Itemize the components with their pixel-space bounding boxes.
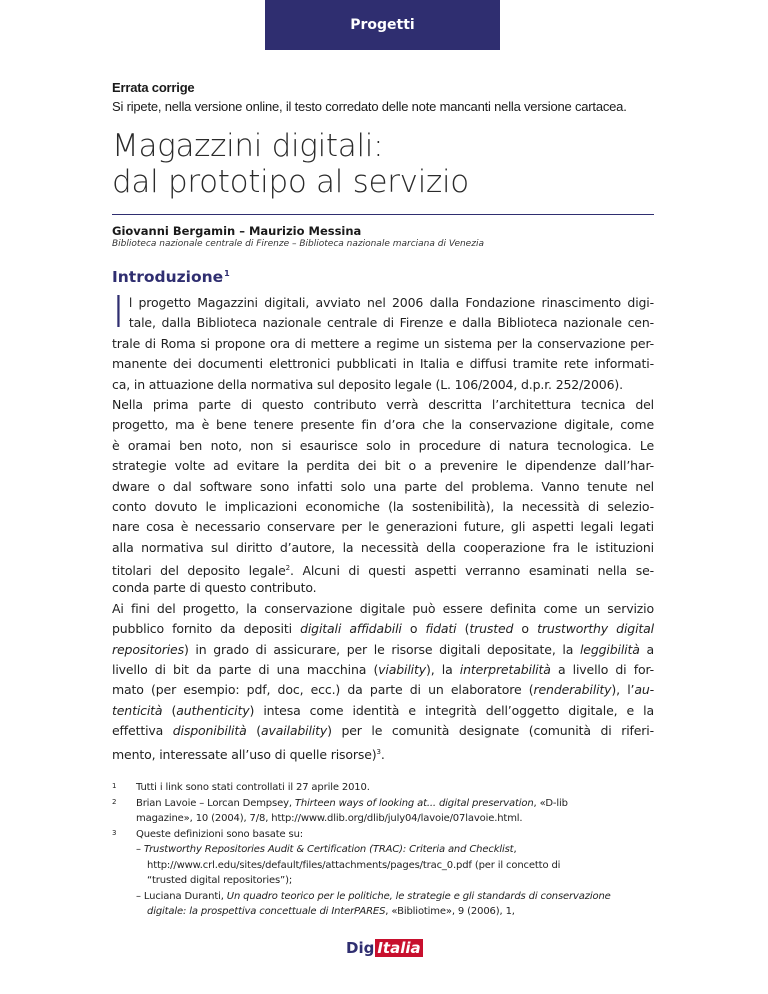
text-run: , «D-lib — [533, 797, 568, 809]
text-run: ), l’ — [611, 682, 635, 698]
body-line: manente dei documenti elettronici pubblicati in Italia e diffusi tramite rete informati- — [112, 356, 654, 372]
title-divider — [112, 214, 654, 215]
section-heading — [112, 268, 230, 286]
title-line-2: dal prototipo al servizio — [112, 164, 469, 200]
errata-text: Si ripete, nella versione online, il testo corredato delle note mancanti nella versione cartacea. — [112, 99, 627, 114]
text-run: , — [513, 844, 517, 855]
body-line: è oramai ben noto, non si esaurisce solo in procedure di natura tecnologica. Le — [112, 437, 654, 453]
footnote-line: “trusted digital repositories”); — [147, 875, 293, 886]
section-tab: Progetti — [265, 0, 500, 50]
text-run: Luciana Duranti, — [143, 890, 227, 902]
italic-run: repositories — [112, 641, 184, 657]
paragraph-3 — [112, 599, 654, 762]
italic-run: trustworthy digital — [537, 621, 654, 637]
text-run: ) intesa come identità e integrità dell’oggetto digitale, e la — [249, 702, 654, 718]
logo-part-1: Dig — [346, 939, 375, 957]
digitalia-logo — [346, 938, 422, 958]
text-run: Brian Lavoie – Lorcan Dempsey, — [136, 797, 295, 809]
italic-run: fidati — [425, 621, 457, 637]
text-run: pubblico fornito da depositi — [112, 621, 301, 637]
text-run: o — [401, 621, 426, 637]
text-run: effettiva — [112, 723, 173, 739]
italic-run: Thirteen ways of looking at... digital preservation — [294, 797, 534, 809]
list-dash: – — [136, 890, 144, 902]
italic-run: renderability — [533, 682, 612, 698]
title-line-1: Magazzini digitali: — [112, 128, 384, 164]
article-title — [112, 128, 672, 200]
errata-box — [112, 80, 672, 114]
errata-title: Errata corrige — [112, 80, 195, 95]
text-run: o — [513, 621, 538, 637]
footnote-3 — [112, 827, 660, 920]
italic-run: trusted — [469, 621, 514, 637]
footnote-line — [136, 796, 660, 812]
footnote-text: Tutti i link sono stati controllati il 27 aprile 2010. — [136, 782, 370, 793]
body-line — [112, 558, 654, 578]
text-run: ( — [162, 702, 177, 718]
text-run: ), la — [426, 662, 460, 678]
italic-run: Un quadro teorico per le politiche, le strategie e gli standards di conservazione — [226, 890, 611, 902]
body-line — [112, 742, 654, 762]
body-line: alla normativa sul diritto d’autore, la necessità della cooperazione fra le istituzioni — [112, 539, 654, 555]
body-line: Nella prima parte di questo contributo verrà descritta l’architettura tecnica del — [112, 396, 654, 412]
italic-run: leggibilità — [579, 641, 640, 657]
affiliation: Biblioteca nazionale centrale di Firenze – Biblioteca nazionale marciana di Venezia — [112, 239, 484, 249]
text-run: ( — [246, 723, 261, 739]
footnote-1 — [112, 780, 660, 796]
italic-run: authenticity — [176, 702, 250, 718]
body-line: strategie volte ad evitare la perdita dei bit o a prevenire le dipendenze dall’har- — [112, 458, 654, 474]
footnotes — [112, 780, 660, 920]
body-line: progetto, ma è bene tenere presente fin d’ora che la conservazione digitale, come — [112, 417, 654, 433]
body-line: nare cosa è necessario conservare per le generazioni future, gli aspetti legali legati — [112, 519, 654, 535]
footnote-2 — [112, 796, 660, 827]
text-run: ( — [456, 621, 470, 637]
body-line — [112, 680, 654, 700]
italic-run: availability — [260, 723, 328, 739]
footnote-line[interactable]: http://www.crl.edu/sites/default/files/attachments/pages/trac_0.pdf (per il concetto di — [147, 859, 561, 871]
body-line: trale di Roma si propone ora di mettere a regime un sistema per la conservazione per- — [112, 335, 654, 351]
authors: Giovanni Bergamin – Maurizio Messina — [112, 224, 362, 238]
body-line: l progetto Magazzini digitali, avviato nel 2006 dalla Fondazione rinascimento digi- — [128, 295, 654, 310]
drop-cap: I — [112, 287, 125, 338]
italic-run: digitale: la prospettiva concettuale di InterPARES — [147, 906, 386, 917]
text-run: ) per le comunità designate (comunità di riferi- — [327, 723, 654, 739]
text-run: titolari del deposito legale — [112, 563, 286, 579]
body-line — [112, 640, 654, 660]
italic-run: au- — [634, 682, 654, 698]
body-line — [112, 660, 654, 680]
footnote-ref-1[interactable]: 1 — [224, 268, 230, 278]
footnote-number: 1 — [112, 782, 117, 790]
body-line — [112, 701, 654, 721]
section-heading-text: Introduzione — [112, 268, 224, 286]
italic-run: interpretabilità — [459, 662, 551, 678]
italic-run: viability — [378, 662, 427, 678]
italic-run: Trustworthy Repositories Audit & Certification (TRAC): Criteria and Checklist — [143, 844, 514, 855]
footnote-line — [136, 842, 660, 858]
text-run: . Alcuni di questi aspetti verranno esaminati nella se- — [289, 563, 654, 579]
text-run: a livello di for- — [550, 662, 654, 678]
italic-run: digitali affidabili — [300, 621, 402, 637]
paragraph-1 — [112, 287, 654, 395]
logo-part-2: Italia — [377, 939, 421, 957]
text-run: a — [639, 641, 654, 657]
body-line: conda parte di questo contributo. — [112, 580, 317, 596]
italic-run: disponibilità — [172, 723, 247, 739]
list-dash: – — [136, 844, 144, 855]
body-line: conto dovuto le implicazioni economiche (la sostenibilità), la necessità di selezio- — [112, 498, 654, 514]
text-run: ) in grado di assicurare, per le risorse digitali depositate, la — [183, 641, 580, 657]
text-run: livello di bit da parte di una macchina ( — [112, 662, 379, 678]
article-body — [112, 287, 654, 762]
footnote-line[interactable]: magazine», 10 (2004), 7/8, http://www.dlib.org/dlib/july04/lavoie/07lavoie.html. — [136, 813, 523, 824]
footnote-ref-2[interactable]: 2 — [285, 564, 290, 573]
body-line: dware o dal software sono infatti solo una parte del problema. Vanno tenute nel — [112, 478, 654, 494]
footnote-line: Queste definizioni sono basate su: — [136, 828, 304, 840]
body-line — [112, 619, 654, 639]
paragraph-2 — [112, 395, 654, 599]
body-line: tale, dalla Biblioteca nazionale centrale di Firenze e dalla Biblioteca nazionale cen- — [128, 315, 654, 331]
footnote-number: 2 — [112, 797, 117, 806]
body-line — [112, 721, 654, 741]
footnote-line — [136, 889, 660, 905]
text-run: mato (per esempio: pdf, doc, ecc.) da parte di un elaboratore ( — [112, 682, 534, 698]
text-run: . — [380, 746, 385, 762]
footnote-number: 3 — [112, 828, 117, 837]
italic-run: tenticità — [112, 702, 163, 718]
text-run: , «Bibliotime», 9 (2006), 1, — [385, 906, 515, 917]
body-line: Ai fini del progetto, la conservazione digitale può essere definita come un servizio — [112, 600, 654, 616]
footnote-ref-3[interactable]: 3 — [376, 747, 381, 756]
text-run: mento, interessate all’uso di quelle risorse) — [112, 746, 377, 762]
footnote-line — [136, 904, 660, 920]
body-line: ca, in attuazione della normativa sul deposito legale (L. 106/2004, d.p.r. 252/2006). — [112, 376, 623, 392]
